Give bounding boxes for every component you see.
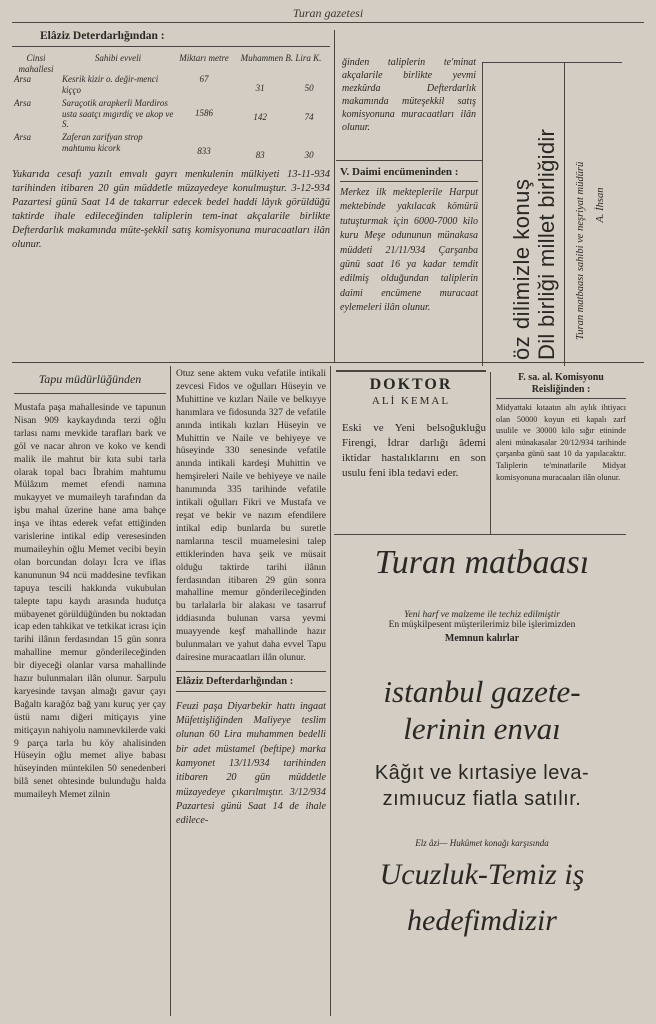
matbaa-ad [336, 540, 628, 940]
ad-mid-line-2: zımıucuz fiatla satılır. [382, 788, 582, 810]
column-rule [482, 62, 483, 366]
notice-title: Elâziz Deterdarlığından : [40, 30, 165, 42]
col-header: Sahibi evveli [94, 53, 142, 63]
column-rule [170, 366, 171, 1016]
cell-kurus: 50 [304, 83, 314, 93]
rule [496, 398, 626, 399]
cell-metre: 67 [199, 74, 209, 84]
table-row [12, 98, 330, 132]
vertical-slogan [510, 60, 566, 360]
cell-lira: 142 [253, 112, 267, 122]
ad-name: ALİ KEMAL [371, 395, 451, 407]
ad-subtitle-2: En müşkilpesent müşterilerimiz bile işlerimizden [388, 620, 576, 630]
cell-metre: 833 [197, 146, 211, 156]
slogan-line-2: Dil birliği millet birliğidir [534, 128, 559, 360]
slogan-line-1: öz dilimizle konuş [509, 178, 534, 360]
col-header: Muhammen B. Lira K. [240, 53, 322, 63]
notice-continuation: ğinden taliplerin te'minat akçalarile birlikte yevmi mezkûrda Defterdarlık makamında müteşekkil satış komisyonuna muracaatları ilân olunur. [342, 57, 476, 133]
credit-line-2: A. İhsan [595, 187, 606, 223]
notice-title: F. sa. al. Komisyonu Reisliğinden : [518, 372, 604, 395]
cell-kurus: 74 [304, 112, 314, 122]
rule [176, 671, 326, 672]
property-table [12, 53, 330, 166]
cell-sahip: Saraçotik arapkerli Mardiros usta saatçı mıgırdiç ve akop ve S. [62, 98, 174, 129]
ad-title: Turan matbaası [374, 544, 590, 581]
notice-body: Otuz sene aktem vuku vefatile intikali zevcesi Fidos ve oğulları Hüseyin ve Muhittine ve kızları Naile ve belkıyye hanımlara ve fidosunda 327 de vefatile anında intikalı kızları Hüseyin ve Muhittin ve Naile ve behiyeye ve hüseyinde 330 senesinde vefatile anında intikali kardeşi Muhittin ve hemşireleri Naile ve behiyeye ve naile hanımında 335 tarihinde vefatile intikali oğulları Fikri ve Mustafa ve reşat ve bekir ve nazım efendilere intikal edip bunlarda bu suretle namlarına tescil muamelesini talep ettiklerinden hava şeik ve müsait olduğu taktirde tarihi ilânın ferdasından itibaren 29 gün sonra mahalline memur gönderileceğinden bu tarlalarla bir alakası ve tasarruf iddiasında bulunan varsa yevmi muayyende keşf mahallinde hazır bulunmaları ve yahut daha evvel Tapu dairesine muracaatları ilân olunur. [176, 369, 326, 663]
notice-title: Elâziz Defterdarlığından : [176, 675, 294, 687]
rule [12, 46, 330, 47]
rule [336, 160, 482, 161]
tapu-notice [14, 368, 166, 802]
notice-title: V. Daimi encümeninden : [340, 166, 459, 178]
cell-cins: Arsa [14, 98, 32, 108]
newspaper-header: Turan gazetesi [292, 6, 364, 20]
cell-cins: Arsa [14, 132, 32, 142]
table-header-row [12, 53, 330, 74]
ad-slogan-2: hedefimdizir [407, 904, 557, 937]
ad-big-line-1: istanbul gazete- [383, 674, 581, 709]
rule [334, 534, 626, 535]
doktor-ad [336, 370, 486, 481]
cell-lira: 31 [255, 83, 265, 93]
section-rule [12, 362, 644, 363]
rule [176, 691, 326, 692]
elaziz-notice-1 [12, 30, 330, 358]
table-row [12, 132, 330, 166]
daimi-notice [340, 166, 478, 316]
column-rule [330, 366, 331, 1016]
rule [340, 181, 478, 182]
column-rule [490, 372, 491, 534]
col-header: Cinsi mahallesi [18, 53, 54, 74]
cell-cins: Arsa [14, 74, 32, 84]
notice-body: Mustafa paşa mahallesinde ve tapunun Nisan 909 kaykaydında terzi oğlu tarlası namı mevkide tarafları bark ve göl ve nacar ahron ve koko ve kendi malik ile mahtut bir kıta subi tarla olarak topal bacı İbrahim mahtumu Mülâzım memet efendi namına mukayyet ve mumaileyh tarafından da işbu mahal üzerine hane ama bahçe inşa ve ihtas ederek vefat ettiğinden varislerine intikal edip veresesinden mumaileyhin oğlu Memet vecibi beyin olan borcundan dolayı İcra ve iflas kanununun 94 ncü maddesine tevfikan tapuya tescili hakkında vukubulan talepte tapu kaydı arasında hudutça mübayenet görüldüğünden bu noktadan icap eden tahkikat ve tetkikat icrası için tarihi ilânın ferdasından 15 gün sonra mahalline memur gönderileceğinden bir diyeceği olanlar varsa mahallinde hazır bulunmaları ilân olunur. Sarpulu karyesinde tavşan almağı gavur çayı Bağaltı karağöz bağ yanı kuruç yer çay üstü namı diğeri mitiçayıs yine mitiçayın nahiyolu namınevkilerde vaki 9 parça tarla bu köy ahalisinden Hüseyin oğlu memet aliye babası hüseyinden müntekilen 50 senedenberi bilâ senet ohtesinde bulunduğu halda mumaileyh Memet zilnin [14, 403, 166, 801]
ad-big-line-2: lerinin envaı [403, 711, 561, 746]
middle-column [176, 368, 326, 829]
vertical-credit [574, 70, 614, 340]
cell-kurus: 30 [304, 150, 314, 160]
notice-body: Merkez ilk mekteplerile Harput mektebinde yakılacak kömürü tutuşturmak için 6000-7000 kilo kuru Meşe odununun münakasa müddeti 21/11/934 Çarşanba günü saat 16 ya kadar temdit edilmiş olduğundan taliplerin daimi encümene muracaat eylemeleri ilân olunur. [340, 187, 478, 314]
ad-address: Elz âzi— Hukûmet konağı karşısında [415, 838, 549, 848]
credit-line-1: Turan matbaası sahibi ve neşriyat müdürü [575, 161, 586, 340]
table-row [12, 74, 330, 98]
notice-body: Midyattaki kıtaatın altı aylık ihtiyacı olan 50000 koyun eti kapalı zarf usulile ve 30000 kilo sığır etininde aleni münakasalar 20/12/934 tarihinde çarşanba günü saat 10 da yapılacaktır. Taliplerin te'minatlarile Midyat komisyonuna muracaaları ilân olunur. [496, 403, 626, 482]
notice-body: Yukarıda cesafı yazılı emvalı gayrı menkulenin mülkiyeti 13-11-934 tarihinden itibaren 20 gün müddetle müzayedeye konulmuştur. 3-12-934 Pazartesi günü Saat 14 de takarrur edecek bedel haddi lâyık görüldüğü taktirde ihale edileceğinden taliplerin tem-inat akçalarile birlikte Defterdarlık makamında müte-şekkil satış komisyonuna muracaatları ilân olunur. [12, 169, 330, 250]
cell-lira: 83 [255, 150, 265, 160]
ad-title: DOKTOR [336, 370, 486, 394]
column-rule [334, 30, 335, 362]
cell-sahip: Zaferan zarifyan strop mahtumu kicork [62, 132, 143, 153]
ad-subtitle-3: Memnun kalırlar [444, 633, 520, 644]
ad-slogan-1: Ucuzluk-Temiz iş [379, 858, 585, 891]
ad-subtitle-1: Yeni harf ve malzeme ile techiz edilmiştir [404, 610, 560, 620]
komisyon-notice [496, 372, 626, 483]
ad-mid-line-1: Kâğıt ve kırtasiye leva- [374, 762, 590, 784]
header-rule [12, 22, 644, 23]
notice-title: Tapu müdürlüğünden [14, 368, 166, 394]
ad-body: Eski ve Yeni belsoğukluğu Firengi, İdrar darlığı âdemi iktidar hastalıklarını en son usulu feni ibla tedavi eder. [342, 422, 486, 479]
col-header: Miktarı metre [179, 53, 229, 63]
notice-body: Feuzi paşa Diyarbekir hattı ingaat Müfettişliğinden Maliyeye teslim olunan 60 Lira muhammen bedelli bir adet müstamel (beftipe) marka kamyonet 13/11/934 tarihinden itibaren 20 gün müddetle müzayedeye çıkarılmıştır. 3/12/934 Pazartesi günü Saat 14 de ihale edilece- [176, 700, 326, 827]
cell-metre: 1586 [195, 108, 213, 118]
cell-sahip: Kesrik kizir o. değir-menci kiçço [62, 74, 159, 95]
